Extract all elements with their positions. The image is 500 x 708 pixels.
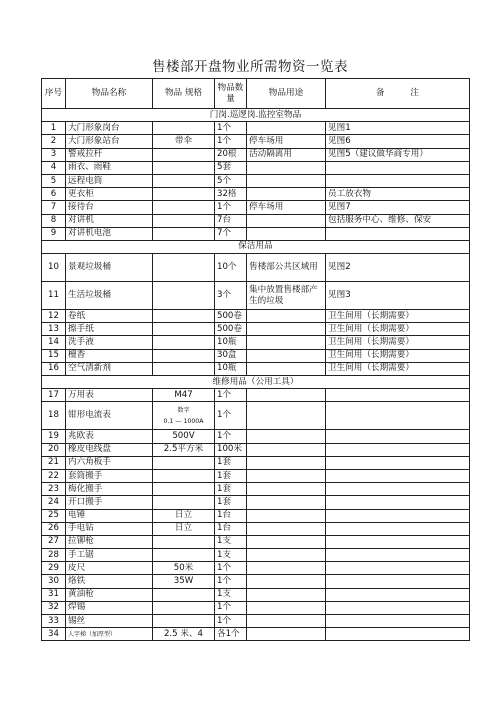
cell-note: 卫生间用（长期需要） <box>326 323 470 336</box>
cell-use <box>247 214 326 227</box>
section-row <box>42 376 470 389</box>
cell-name: 手工锯 <box>66 549 153 562</box>
cell-note: 见图2 <box>326 254 470 282</box>
cell-note <box>326 549 470 562</box>
cell-spec: 50米 <box>153 562 215 575</box>
cell-no: 32 <box>42 601 66 614</box>
cell-name: 手电钻 <box>66 522 153 535</box>
cell-no: 31 <box>42 588 66 601</box>
cell-qty: 1套 <box>215 456 247 469</box>
cell-use <box>247 310 326 323</box>
cell-qty: 各1个 <box>215 628 247 641</box>
cell-no: 26 <box>42 522 66 535</box>
cell-use <box>247 389 326 402</box>
cell-note <box>326 227 470 240</box>
cell-qty: 7台 <box>215 214 247 227</box>
cell-note: 见图5（建议做华商专用） <box>326 148 470 161</box>
cell-spec <box>153 496 215 509</box>
cell-spec <box>153 148 215 161</box>
section-title: 维修用品（公用工具） <box>42 376 470 389</box>
table-row <box>42 201 470 214</box>
cell-note: 见图7 <box>326 201 470 214</box>
cell-note <box>326 575 470 588</box>
cell-spec <box>153 174 215 187</box>
cell-no: 20 <box>42 443 66 456</box>
cell-use <box>247 535 326 548</box>
cell-no: 9 <box>42 227 66 240</box>
cell-name: 开口搬手 <box>66 496 153 509</box>
table-row <box>42 601 470 614</box>
cell-qty: 1个 <box>215 575 247 588</box>
cell-name: 警戒拉杆 <box>66 148 153 161</box>
cell-spec <box>153 362 215 375</box>
cell-note <box>326 430 470 443</box>
cell-name: 焊锡 <box>66 601 153 614</box>
cell-use: 售楼部公共区域用 <box>247 254 326 282</box>
cell-no: 13 <box>42 323 66 336</box>
cell-name: 钳形电流表 <box>66 402 153 430</box>
table-row <box>42 161 470 174</box>
cell-use <box>247 496 326 509</box>
table-row <box>42 362 470 375</box>
cell-note: 卫生间用（长期需要） <box>326 336 470 349</box>
cell-qty: 10个 <box>215 254 247 282</box>
cell-name: 大门形象岗台 <box>66 122 153 135</box>
cell-name: 黄油枪 <box>66 588 153 601</box>
cell-spec: 日立 <box>153 509 215 522</box>
cell-name: 烙铁 <box>66 575 153 588</box>
cell-no: 27 <box>42 535 66 548</box>
cell-no: 3 <box>42 148 66 161</box>
cell-spec: 2.5 米、4 <box>153 628 215 641</box>
cell-name: 洗手液 <box>66 336 153 349</box>
cell-use <box>247 615 326 628</box>
cell-spec: 日立 <box>153 522 215 535</box>
cell-spec <box>153 336 215 349</box>
cell-no: 6 <box>42 188 66 201</box>
cell-qty: 10瓶 <box>215 362 247 375</box>
cell-name: 檀香 <box>66 349 153 362</box>
table-row <box>42 188 470 201</box>
cell-spec <box>153 588 215 601</box>
header-row <box>42 79 470 109</box>
header-spec: 物品 规格 <box>153 79 215 109</box>
cell-note <box>326 174 470 187</box>
cell-note <box>326 496 470 509</box>
table-row <box>42 402 470 430</box>
cell-note <box>326 522 470 535</box>
table-row <box>42 535 470 548</box>
table-row <box>42 483 470 496</box>
cell-no: 14 <box>42 336 66 349</box>
cell-use <box>247 509 326 522</box>
cell-use <box>247 575 326 588</box>
cell-name: 梅化搬手 <box>66 483 153 496</box>
cell-spec: 500V <box>153 430 215 443</box>
cell-use <box>247 483 326 496</box>
cell-no: 19 <box>42 430 66 443</box>
table-row <box>42 148 470 161</box>
cell-no: 1 <box>42 122 66 135</box>
cell-qty: 10瓶 <box>215 336 247 349</box>
cell-name: 雨衣、雨鞋 <box>66 161 153 174</box>
cell-use: 集中放置售楼部产生的垃圾 <box>247 282 326 310</box>
cell-name: 远程电筒 <box>66 174 153 187</box>
cell-spec <box>153 601 215 614</box>
cell-no: 33 <box>42 615 66 628</box>
section-title: 门岗.巡逻岗.监控室物品 <box>42 109 470 122</box>
cell-use <box>247 522 326 535</box>
cell-qty: 5套 <box>215 161 247 174</box>
cell-name: 套筒搬手 <box>66 469 153 482</box>
cell-qty: 1支 <box>215 535 247 548</box>
cell-note <box>326 161 470 174</box>
cell-qty: 500卷 <box>215 310 247 323</box>
cell-spec <box>153 349 215 362</box>
cell-spec <box>153 469 215 482</box>
section-title: 保洁用品 <box>42 240 470 253</box>
cell-qty: 1支 <box>215 588 247 601</box>
header-use: 物品用途 <box>247 79 326 109</box>
cell-use <box>247 562 326 575</box>
cell-spec <box>153 254 215 282</box>
cell-note: 见图3 <box>326 282 470 310</box>
cell-note <box>326 456 470 469</box>
cell-spec <box>153 122 215 135</box>
cell-qty: 1套 <box>215 483 247 496</box>
cell-use <box>247 227 326 240</box>
cell-spec <box>153 549 215 562</box>
cell-no: 8 <box>42 214 66 227</box>
cell-name: 锡丝 <box>66 615 153 628</box>
cell-name: 接待台 <box>66 201 153 214</box>
cell-name: 大门形象站台 <box>66 135 153 148</box>
cell-note <box>326 509 470 522</box>
table-row <box>42 389 470 402</box>
cell-use <box>247 188 326 201</box>
cell-note <box>326 562 470 575</box>
cell-note <box>326 615 470 628</box>
cell-qty: 7个 <box>215 227 247 240</box>
table-row <box>42 122 470 135</box>
table-row <box>42 323 470 336</box>
cell-note <box>326 443 470 456</box>
cell-no: 25 <box>42 509 66 522</box>
table-row <box>42 254 470 282</box>
cell-name: 人字梯（加厚型） <box>66 628 153 641</box>
cell-name: 对讲机电池 <box>66 227 153 240</box>
cell-name: 兆欧表 <box>66 430 153 443</box>
cell-no: 22 <box>42 469 66 482</box>
cell-qty: 1个 <box>215 615 247 628</box>
table-row <box>42 522 470 535</box>
cell-note <box>326 469 470 482</box>
cell-spec: M47 <box>153 389 215 402</box>
cell-qty: 30盒 <box>215 349 247 362</box>
cell-name: 更衣柜 <box>66 188 153 201</box>
cell-use <box>247 362 326 375</box>
table-row <box>42 469 470 482</box>
cell-spec <box>153 323 215 336</box>
table-row <box>42 443 470 456</box>
cell-no: 5 <box>42 174 66 187</box>
cell-name: 橡皮电线盘 <box>66 443 153 456</box>
supplies-table <box>41 78 470 641</box>
cell-note <box>326 402 470 430</box>
cell-name: 空气清新剂 <box>66 362 153 375</box>
cell-note <box>326 601 470 614</box>
page-title: 售楼部开盘物业所需物资一览表 <box>152 59 348 75</box>
cell-no: 23 <box>42 483 66 496</box>
cell-qty: 3个 <box>215 282 247 310</box>
cell-no: 18 <box>42 402 66 430</box>
cell-note: 员工放衣物 <box>326 188 470 201</box>
table-row <box>42 336 470 349</box>
cell-note: 见图6 <box>326 135 470 148</box>
cell-no: 29 <box>42 562 66 575</box>
cell-use <box>247 443 326 456</box>
cell-no: 7 <box>42 201 66 214</box>
section-row <box>42 240 470 253</box>
cell-name: 电锤 <box>66 509 153 522</box>
cell-no: 11 <box>42 282 66 310</box>
header-qty: 物品数量 <box>215 79 247 109</box>
cell-note: 卫生间用（长期需要） <box>326 349 470 362</box>
header-name: 物品名称 <box>66 79 153 109</box>
cell-use <box>247 336 326 349</box>
cell-spec <box>153 188 215 201</box>
cell-qty: 1个 <box>215 601 247 614</box>
cell-name: 对讲机 <box>66 214 153 227</box>
cell-no: 34 <box>42 628 66 641</box>
cell-no: 12 <box>42 310 66 323</box>
cell-qty: 1个 <box>215 430 247 443</box>
cell-use <box>247 349 326 362</box>
table-row <box>42 349 470 362</box>
cell-no: 16 <box>42 362 66 375</box>
cell-no: 28 <box>42 549 66 562</box>
table-row <box>42 562 470 575</box>
cell-qty: 1支 <box>215 549 247 562</box>
cell-no: 21 <box>42 456 66 469</box>
cell-use <box>247 588 326 601</box>
cell-no: 10 <box>42 254 66 282</box>
cell-use <box>247 161 326 174</box>
cell-spec <box>153 402 215 430</box>
cell-qty: 20根 <box>215 148 247 161</box>
table-row <box>42 496 470 509</box>
table-row <box>42 575 470 588</box>
cell-qty: 1个 <box>215 562 247 575</box>
cell-name: 万用表 <box>66 389 153 402</box>
cell-qty: 32格 <box>215 188 247 201</box>
cell-no: 24 <box>42 496 66 509</box>
cell-spec <box>153 310 215 323</box>
cell-note: 包括服务中心、维修、保安 <box>326 214 470 227</box>
cell-name: 擦手纸 <box>66 323 153 336</box>
cell-name: 卷纸 <box>66 310 153 323</box>
cell-spec <box>153 456 215 469</box>
cell-spec <box>153 214 215 227</box>
cell-use <box>247 456 326 469</box>
table-row <box>42 628 470 641</box>
cell-spec <box>153 201 215 214</box>
cell-note: 见图1 <box>326 122 470 135</box>
table-row <box>42 282 470 310</box>
cell-note <box>326 628 470 641</box>
cell-note <box>326 389 470 402</box>
cell-qty: 1个 <box>215 201 247 214</box>
cell-qty: 5个 <box>215 174 247 187</box>
table-row <box>42 549 470 562</box>
cell-use: 停车场用 <box>247 201 326 214</box>
cell-spec <box>153 161 215 174</box>
cell-use: 活动隔离用 <box>247 148 326 161</box>
cell-no: 15 <box>42 349 66 362</box>
cell-note <box>326 483 470 496</box>
cell-qty: 1台 <box>215 522 247 535</box>
table-row <box>42 135 470 148</box>
cell-name: 内六角板手 <box>66 456 153 469</box>
cell-use <box>247 402 326 430</box>
table-row <box>42 456 470 469</box>
header-note: 备 注 <box>326 79 470 109</box>
cell-use <box>247 430 326 443</box>
section-row <box>42 109 470 122</box>
cell-name: 生活垃圾桶 <box>66 282 153 310</box>
cell-spec <box>153 615 215 628</box>
cell-use <box>247 628 326 641</box>
cell-qty: 1台 <box>215 509 247 522</box>
cell-note <box>326 535 470 548</box>
table-row <box>42 214 470 227</box>
cell-name: 景观垃圾桶 <box>66 254 153 282</box>
cell-spec <box>153 282 215 310</box>
table-row <box>42 227 470 240</box>
cell-qty: 1个 <box>215 389 247 402</box>
cell-qty: 1套 <box>215 469 247 482</box>
table-row <box>42 588 470 601</box>
cell-qty: 1个 <box>215 402 247 430</box>
cell-no: 30 <box>42 575 66 588</box>
cell-name: 皮尺 <box>66 562 153 575</box>
cell-use <box>247 549 326 562</box>
cell-use <box>247 122 326 135</box>
spec-line: 数字 <box>177 406 190 414</box>
cell-use <box>247 174 326 187</box>
cell-spec: 带伞 <box>153 135 215 148</box>
cell-name: 拉铆枪 <box>66 535 153 548</box>
cell-no: 17 <box>42 389 66 402</box>
cell-note <box>326 588 470 601</box>
cell-note: 卫生间用（长期需要） <box>326 310 470 323</box>
cell-use <box>247 469 326 482</box>
cell-no: 4 <box>42 161 66 174</box>
cell-qty: 1个 <box>215 135 247 148</box>
cell-qty: 1个 <box>215 122 247 135</box>
cell-spec: 2.5平方米 <box>153 443 215 456</box>
cell-use: 停车场用 <box>247 135 326 148</box>
cell-use <box>247 601 326 614</box>
cell-qty: 500卷 <box>215 323 247 336</box>
table-row <box>42 174 470 187</box>
header-no: 序号 <box>42 79 66 109</box>
cell-note: 卫生间用（长期需要） <box>326 362 470 375</box>
table-row <box>42 615 470 628</box>
cell-qty: 100米 <box>215 443 247 456</box>
table-row <box>42 310 470 323</box>
cell-spec <box>153 535 215 548</box>
cell-spec <box>153 483 215 496</box>
cell-spec <box>153 227 215 240</box>
cell-use <box>247 323 326 336</box>
table-row <box>42 509 470 522</box>
cell-qty: 1套 <box>215 496 247 509</box>
cell-spec: 35W <box>153 575 215 588</box>
table-row <box>42 430 470 443</box>
cell-no: 2 <box>42 135 66 148</box>
spec-range: 0.1 — 1000A <box>163 417 204 425</box>
